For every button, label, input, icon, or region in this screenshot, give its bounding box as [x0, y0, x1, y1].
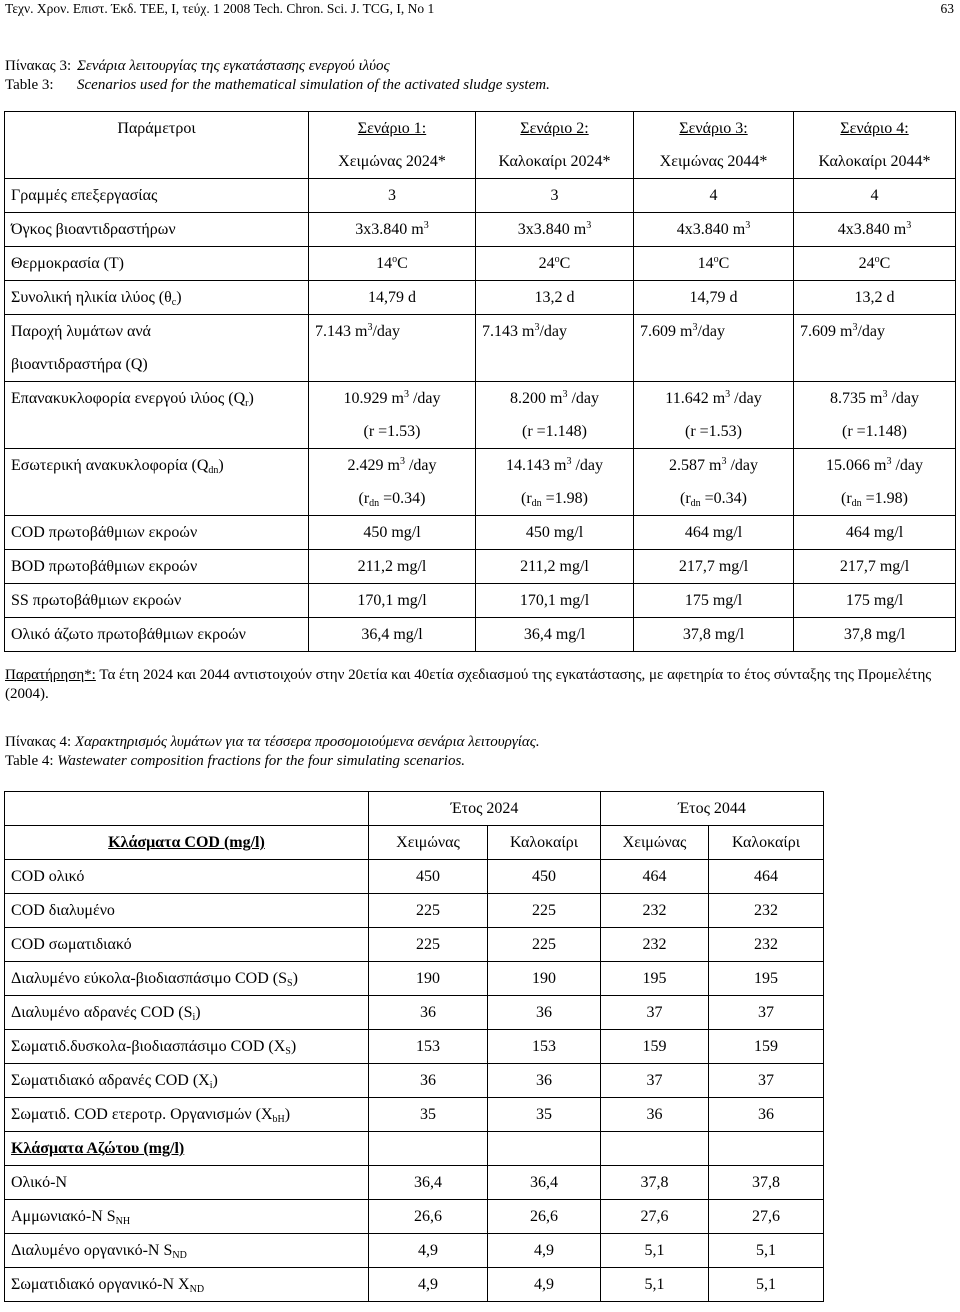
- table-cell: 36,4: [369, 1166, 488, 1200]
- table-row: [5, 449, 956, 516]
- table-cell: 3: [476, 179, 634, 213]
- table-cell: 232: [709, 894, 824, 928]
- empty-cell: [601, 1132, 709, 1166]
- table-cell: 4,9: [369, 1234, 488, 1268]
- table-cell: 217,7 mg/l: [634, 550, 794, 584]
- table-cell: 450: [369, 860, 488, 894]
- section-title: Κλάσματα COD (mg/l): [5, 826, 369, 860]
- row-label: Ολικό άζωτο πρωτοβάθμιων εκροών: [5, 618, 309, 652]
- table-cell: 170,1 mg/l: [476, 584, 634, 618]
- table3-caption-english-text: Scenarios used for the mathematical simulation of the activated sludge system.: [77, 77, 550, 93]
- table-cell: 225: [488, 928, 601, 962]
- table-row: [5, 1200, 824, 1234]
- table-row: [5, 247, 956, 281]
- table4-caption-greek-text: Χαρακτηρισμός λυμάτων για τα τέσσερα προσομοιούμενα σενάρια λειτουργίας.: [74, 734, 540, 750]
- table-row: [5, 962, 824, 996]
- table-cell: 159: [709, 1030, 824, 1064]
- table-cell: 35: [488, 1098, 601, 1132]
- empty-cell: [709, 1132, 824, 1166]
- row-label: BOD πρωτοβάθμιων εκροών: [5, 550, 309, 584]
- scenario-name: Σενάριο 1:: [357, 120, 427, 137]
- table-cell: 37,8 mg/l: [634, 618, 794, 652]
- table-row: [5, 618, 956, 652]
- row-label: Επανακυκλοφορία ενεργού ιλύος $(Q_r)$: [5, 382, 309, 449]
- table-cell: 7.143 $m^3$/day: [476, 315, 634, 382]
- table-cell: 464: [601, 860, 709, 894]
- table-cell: 4,9: [488, 1268, 601, 1302]
- table-cell: 4,9: [488, 1234, 601, 1268]
- table-cell: 464 mg/l: [794, 516, 956, 550]
- journal-citation: Τεχν. Χρον. Επιστ. Έκδ. ΤΕΕ, I, τεύχ. 1 2008 Tech. Chron. Sci. J. TCG, I, No 1: [5, 1, 435, 16]
- table-row: [5, 1064, 824, 1098]
- row-label: COD ολικό: [5, 860, 369, 894]
- table-cell: 5,1: [709, 1268, 824, 1302]
- row-label: Ολικό-N: [5, 1166, 369, 1200]
- table-cell: 211,2 mg/l: [309, 550, 476, 584]
- scenario-header-cell: [309, 112, 476, 179]
- table-cell: 450 mg/l: [309, 516, 476, 550]
- table-cell: 159: [601, 1030, 709, 1064]
- table-cell: 153: [488, 1030, 601, 1064]
- table-row: [5, 996, 824, 1030]
- table3-footnote: [5, 666, 957, 704]
- scenario-name: Σενάριο 4:: [840, 120, 909, 137]
- season-header: Χειμώνας: [369, 826, 488, 860]
- table-cell: 175 mg/l: [794, 584, 956, 618]
- year-header: Έτος 2044: [601, 792, 824, 826]
- table-row: [5, 213, 956, 247]
- table-cell: 36: [488, 1064, 601, 1098]
- footnote-text: Τα έτη 2024 και 2044 αντιστοιχούν στην 20ετία και 40ετία σχεδιασμού της εγκατάστασης, με αφετηρία το έτος σύνταξης της Προμελέτης (2004).: [5, 667, 932, 702]
- table-cell: 190: [488, 962, 601, 996]
- table-cell: 13,2 d: [476, 281, 634, 315]
- table-cell: 3: [309, 179, 476, 213]
- row-label: COD διαλυμένο: [5, 894, 369, 928]
- table-cell: 7.609 $m^3$/day: [794, 315, 956, 382]
- row-label: Σωματιδιακό αδρανές COD $(X_i)$: [5, 1064, 369, 1098]
- row-label: Συνολική ηλικία ιλύος $(\theta_c)$: [5, 281, 309, 315]
- table-cell: 14,79 d: [309, 281, 476, 315]
- table-cell: 4,9: [369, 1268, 488, 1302]
- row-label: COD πρωτοβάθμιων εκροών: [5, 516, 309, 550]
- scenario-period: Καλοκαίρι 2024*: [498, 153, 611, 170]
- table-cell: 14.143 $m^3$ /day $(r_{dn} =1.98)$: [476, 449, 634, 516]
- table-cell: 450 mg/l: [476, 516, 634, 550]
- table-cell: 24$^o$C: [794, 247, 956, 281]
- year-header: Έτος 2024: [369, 792, 601, 826]
- table-cell: 7.143 $m^3$/day: [309, 315, 476, 382]
- composition-table: [4, 791, 824, 1302]
- row-label: Παροχή λυμάτων ανά βιοαντιδραστήρα (Q): [5, 315, 309, 382]
- row-label: Διαλυμένο οργανικό-N $S_{ND}$: [5, 1234, 369, 1268]
- table-row: [5, 382, 956, 449]
- table-cell: 36,4 mg/l: [476, 618, 634, 652]
- season-header: Καλοκαίρι: [488, 826, 601, 860]
- table-cell: 26,6: [488, 1200, 601, 1234]
- empty-cell: [5, 792, 369, 826]
- table-row: [5, 179, 956, 213]
- table-row: [5, 315, 956, 382]
- table-cell: 37: [709, 1064, 824, 1098]
- row-label: Διαλυμένο εύκολα-βιοδιασπάσιμο COD $(S_S)$: [5, 962, 369, 996]
- row-label: COD σωματιδιακό: [5, 928, 369, 962]
- table-row: [5, 1234, 824, 1268]
- table3-caption-greek-text: Σενάρια λειτουργίας της εγκατάστασης ενεργού ιλύος: [77, 58, 390, 74]
- table-cell: 2.587 $m^3$ /day $(r_{dn} =0.34)$: [634, 449, 794, 516]
- param-header: Παράμετροι: [117, 120, 196, 137]
- table-cell: 26,6: [369, 1200, 488, 1234]
- empty-cell: [369, 1132, 488, 1166]
- table4-caption-greek: [5, 733, 540, 751]
- table-row: [5, 826, 824, 860]
- table-cell: 37,8: [601, 1166, 709, 1200]
- table-cell: 3x3.840 $m^3$: [309, 213, 476, 247]
- table-cell: 36,4: [488, 1166, 601, 1200]
- table-cell: 195: [709, 962, 824, 996]
- row-label: Διαλυμένο αδρανές COD $(S_i)$: [5, 996, 369, 1030]
- scenario-period: Καλοκαίρι 2044*: [818, 153, 931, 170]
- table-row: [5, 516, 956, 550]
- scenario-name: Σενάριο 2:: [520, 120, 589, 137]
- table-cell: 211,2 mg/l: [476, 550, 634, 584]
- table-cell: 37: [601, 996, 709, 1030]
- table-cell: 37,8 mg/l: [794, 618, 956, 652]
- table-cell: 7.609 $m^3$/day: [634, 315, 794, 382]
- season-header: Καλοκαίρι: [709, 826, 824, 860]
- table-cell: 5,1: [709, 1234, 824, 1268]
- table-cell: 24$^o$C: [476, 247, 634, 281]
- table-cell: 4x3.840 $m^3$: [794, 213, 956, 247]
- table-row: [5, 1132, 824, 1166]
- scenarios-table: [4, 111, 956, 652]
- table-cell: 37,8: [709, 1166, 824, 1200]
- row-label: Σωματιδιακό οργανικό-N $X_{ND}$: [5, 1268, 369, 1302]
- row-label: Εσωτερική ανακυκλοφορία $(Q_{dn})$: [5, 449, 309, 516]
- row-label: Αμμωνιακό-N $S_{NH}$: [5, 1200, 369, 1234]
- table-cell: 232: [709, 928, 824, 962]
- table-cell: 36: [369, 1064, 488, 1098]
- table-cell: 195: [601, 962, 709, 996]
- table-cell: 36: [709, 1098, 824, 1132]
- table-row: [5, 584, 956, 618]
- table-cell: 175 mg/l: [634, 584, 794, 618]
- footnote-label: Παρατήρηση*:: [5, 667, 96, 683]
- table-cell: 225: [369, 928, 488, 962]
- scenario-period: Χειμώνας 2024*: [338, 153, 446, 170]
- table-row: [5, 1030, 824, 1064]
- table-row: [5, 928, 824, 962]
- table-cell: 8.200 $m^3$ /day (r =1.148): [476, 382, 634, 449]
- table-cell: 14$^o$C: [309, 247, 476, 281]
- scenario-period: Χειμώνας 2044*: [659, 153, 768, 170]
- scenario-header-cell: [476, 112, 634, 179]
- table-cell: 232: [601, 894, 709, 928]
- row-label: Σωματιδ.δυσκολα-βιοδιασπάσιμο COD $(X_S)$: [5, 1030, 369, 1064]
- table-row: [5, 894, 824, 928]
- scenario-header-cell: [794, 112, 956, 179]
- scenario-name: Σενάριο 3:: [679, 120, 748, 137]
- row-label: SS πρωτοβάθμιων εκροών: [5, 584, 309, 618]
- table-cell: 225: [488, 894, 601, 928]
- table-cell: 14,79 d: [634, 281, 794, 315]
- table-cell: 217,7 mg/l: [794, 550, 956, 584]
- table4-caption-english-text: Wastewater composition fractions for the four simulating scenarios.: [57, 753, 466, 769]
- table-row: [5, 1268, 824, 1302]
- table-cell: 14$^o$C: [634, 247, 794, 281]
- table-cell: 4x3.840 $m^3$: [634, 213, 794, 247]
- table-cell: 464 mg/l: [634, 516, 794, 550]
- scenario-header-cell: [634, 112, 794, 179]
- table-cell: 36: [369, 996, 488, 1030]
- table-cell: 2.429 $m^3$ /day $(r_{dn} =0.34)$: [309, 449, 476, 516]
- table-cell: 37: [709, 996, 824, 1030]
- table3-caption-greek-label: Πίνακας 3:: [5, 58, 72, 74]
- table-cell: 170,1 mg/l: [309, 584, 476, 618]
- empty-cell: [488, 1132, 601, 1166]
- table-cell: 27,6: [709, 1200, 824, 1234]
- table-cell: 27,6: [601, 1200, 709, 1234]
- row-label: Σωματιδ. COD ετεροτρ. Οργανισμών $(X_{bH})$: [5, 1098, 369, 1132]
- table-row: [5, 860, 824, 894]
- table-cell: 190: [369, 962, 488, 996]
- table-cell: 153: [369, 1030, 488, 1064]
- table-cell: 36: [488, 996, 601, 1030]
- table-cell: 11.642 $m^3$ /day (r =1.53): [634, 382, 794, 449]
- table-cell: 36: [601, 1098, 709, 1132]
- running-header: [5, 0, 954, 18]
- table-cell: 3x3.840 $m^3$: [476, 213, 634, 247]
- table-row: [5, 281, 956, 315]
- param-header-cell: [5, 112, 309, 179]
- table-row: [5, 112, 956, 179]
- table-cell: 464: [709, 860, 824, 894]
- row-label: Θερμοκρασία (T): [5, 247, 309, 281]
- table-cell: 450: [488, 860, 601, 894]
- section-title: Κλάσματα Αζώτου (mg/l): [5, 1132, 369, 1166]
- table-cell: 10.929 $m^3$ /day (r =1.53): [309, 382, 476, 449]
- table4-caption-english: [5, 752, 465, 770]
- table3-caption-greek: [5, 57, 390, 75]
- table-row: [5, 1166, 824, 1200]
- table3-caption-english: [5, 76, 550, 94]
- table4-caption-greek-label: Πίνακας 4:: [5, 734, 72, 750]
- table4-caption-english-label: Table 4:: [5, 753, 54, 769]
- table-cell: 4: [794, 179, 956, 213]
- table-cell: 5,1: [601, 1268, 709, 1302]
- table3-caption-english-label: Table 3:: [5, 77, 54, 93]
- table-cell: 8.735 $m^3$ /day (r =1.148): [794, 382, 956, 449]
- table-cell: 36,4 mg/l: [309, 618, 476, 652]
- row-label: Γραμμές επεξεργασίας: [5, 179, 309, 213]
- table-row: [5, 792, 824, 826]
- table-cell: 5,1: [601, 1234, 709, 1268]
- table-row: [5, 550, 956, 584]
- row-label: Όγκος βιοαντιδραστήρων: [5, 213, 309, 247]
- season-header: Χειμώνας: [601, 826, 709, 860]
- table-cell: 232: [601, 928, 709, 962]
- table-cell: 225: [369, 894, 488, 928]
- table-cell: 35: [369, 1098, 488, 1132]
- table-cell: 37: [601, 1064, 709, 1098]
- page-number: 63: [940, 1, 954, 16]
- table-cell: 4: [634, 179, 794, 213]
- table-row: [5, 1098, 824, 1132]
- table-cell: 15.066 $m^3$ /day $(r_{dn} =1.98)$: [794, 449, 956, 516]
- table-cell: 13,2 d: [794, 281, 956, 315]
